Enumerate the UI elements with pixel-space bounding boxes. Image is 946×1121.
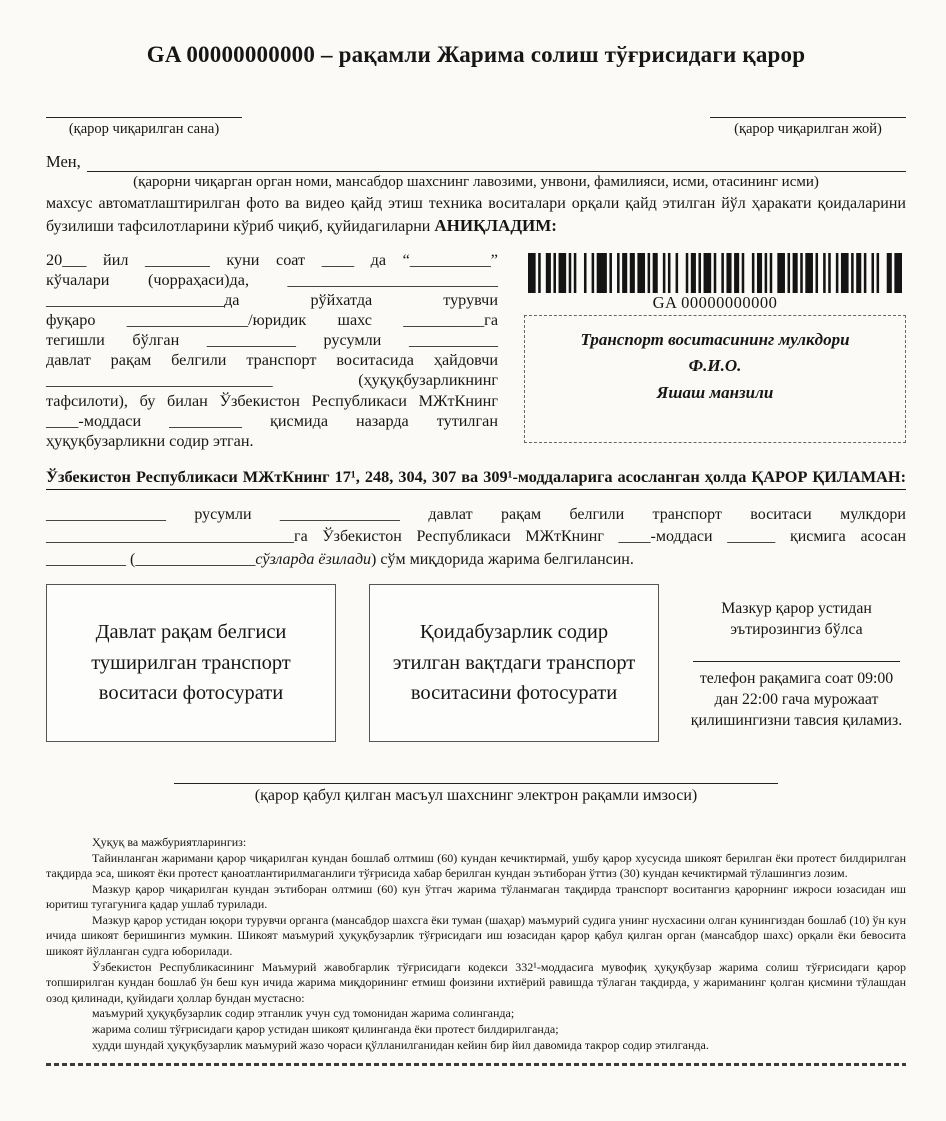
violation-line: ______________________да рўйхатда турувчи <box>46 291 498 310</box>
intro-bold: АНИҚЛАДИМ: <box>434 216 557 236</box>
decision-place-field <box>710 108 906 138</box>
violation-details <box>46 250 498 451</box>
violation-line: тегишли бўлган ___________ русумли ___________ <box>46 331 498 350</box>
phone-number-blank <box>693 650 900 662</box>
barcode-owner-column <box>524 250 906 451</box>
violation-line: кўчалари (чорраҳаси)да, __________________________ <box>46 271 498 290</box>
violation-line: ____________________________ (ҳуқуқбузарликнинг <box>46 371 498 390</box>
decision-date-blank <box>46 108 242 118</box>
violation-line: давлат рақам белгили транспорт воситасида ҳайдовчи <box>46 351 498 370</box>
violation-line: ____-моддаси _________ қисмида назарда тутилган <box>46 411 498 430</box>
owner-box-line: Яшаш манзили <box>656 382 774 402</box>
perforation-line <box>46 1063 906 1066</box>
plate-photo-label: Давлат рақам белгиси туширилган транспорт воситаси фотосурати <box>91 620 291 705</box>
signature-blank <box>174 770 778 784</box>
rights-exception: худди шундай ҳуқуқбузарлик маъмурий жазо чораси қўлланилганидан кейин бир йил давомида такрор содир этилганда. <box>92 1037 709 1052</box>
decision-date-field <box>46 108 242 138</box>
violation-photo-label: Қоидабузарлик содир этилган вақтдаги транспорт воситасини фотосурати <box>392 620 636 705</box>
barcode <box>528 253 902 293</box>
rights-paragraph: Тайинланган жаримани қарор чиқарилган кундан бошлаб олтмиш (60) кундан кечиктирмай, ушбу қарор хусусида шикоят берилган ёки протест билдирилган тақдирда эса, шикоят ёки протест қаноатлантирилмаганлиги тўғрисида хабар берилган кундан эътиборан ўттиз (30) кундан кечиктирмай тўлашингиз лозим. <box>46 850 906 881</box>
decree-line: _______________ русумли _______________ давлат рақам белгили транспорт воситаси мулкдори <box>46 505 906 523</box>
decree-heading: Ўзбекистон Республикаси МЖтКнинг 17¹, 248, 304, 307 ва 309¹-моддаларига асосланган ҳолда ҚАРОР ҚИЛАМАН: <box>46 467 906 490</box>
plate-photo-box <box>46 584 336 742</box>
issuer-caption: (қарорни чиқарган орган номи, мансабдор шахснинг лавозими, унвони, фамилияси, исми, отасининг исми) <box>133 174 819 191</box>
owner-box <box>524 315 906 443</box>
rights-exception: жарима солиш тўғрисидаги қарор устидан шикоят қилинганда ёки протест билдирилганда; <box>92 1022 559 1037</box>
violation-line: 20___ йил ________ куни соат ____ да “__________” <box>46 250 498 269</box>
photo-section <box>46 584 906 742</box>
owner-box-line: Транспорт воситасининг мулкдори <box>580 329 850 349</box>
signature-block <box>46 770 906 805</box>
barcode-number: GA 00000000000 <box>652 292 778 312</box>
appeal-note <box>687 584 906 732</box>
intro-text: махсус автоматлаштирилган фото ва видео қайд этиш техника воситалари орқали қайд этилган йўл ҳаракати қоидаларини бузилиши тафсилотларини кўриб чиқиб, қуйидагиларни <box>46 195 906 236</box>
decision-date-caption: (қарор чиқарилган сана) <box>68 121 220 137</box>
rights-section <box>46 835 906 1053</box>
meta-row <box>46 108 906 138</box>
decree-body <box>46 504 906 572</box>
violation-line: фуқаро _______________/юридик шахс __________га <box>46 311 498 330</box>
men-label: Мен, <box>46 152 81 172</box>
decision-place-caption: (қарор чиқарилган жой) <box>734 121 882 137</box>
signature-caption: (қарор қабул қилган масъул шахснинг электрон рақамли имзоси) <box>254 786 698 804</box>
violation-section <box>46 250 906 451</box>
violation-line: ҳуқуқбузарликни содир этган. <box>46 431 254 450</box>
rights-paragraph: Мазкур қарор устидан юқори турувчи органга (мансабдор шахсга ёки туман (шаҳар) маъмурий судига унинг нусхасини олган кунингиздан бошлаб (10) ўн кун ичида шикоят беришингиз мумкин. Шикоят маъмурий ҳуқуқбузарлик тўғрисидаги иш юзасидан қарор қабул қилган орган (мансабдор шахс) орқали ёки бевосита шикоят йўлланган судга юборилади. <box>46 912 906 959</box>
decree-line: _______________________________га Ўзбекистон Республикаси МЖтКнинг ____-моддаси ______ қисмига асосан <box>46 528 906 546</box>
decree-line-post: ) сўм миқдорида жарима белгилансин. <box>371 551 634 569</box>
violation-photo-box <box>369 584 659 742</box>
document-title: GA 00000000000 – рақамли Жарима солиш тўғрисидаги қарор <box>146 42 806 67</box>
rights-exception: маъмурий ҳуқуқбузарлик содир этганлик учун суд томонидан жарима солинганда; <box>92 1006 515 1021</box>
decree-line <box>46 549 906 572</box>
decree-line-italic: сўзларда ёзилади <box>255 551 372 569</box>
violation-line: тафсилоти), бу билан Ўзбекистон Республикаси МЖтКнинг <box>46 391 498 410</box>
issuer-line <box>46 152 906 172</box>
issuer-blank <box>87 156 906 173</box>
owner-box-line: Ф.И.О. <box>688 356 742 376</box>
rights-heading: Ҳуқуқ ва мажбуриятларингиз: <box>92 834 247 849</box>
decree-line-pre: __________ (_______________ <box>46 551 256 569</box>
appeal-text-bottom: телефон рақамига соат 09:00 дан 22:00 гача мурожаат қилишингизни тавсия қиламиз. <box>690 669 903 730</box>
rights-paragraph: Мазкур қарор чиқарилган кундан эътиборан олтмиш (60) кун ўтгач жарима тўланмаган тақдирда транспорт воситангиз қарорнинг ижроси юзасидан иш юритиш тугагунига қадар ушлаб турилади. <box>46 881 906 912</box>
decision-place-blank <box>710 108 906 118</box>
rights-paragraph: Ўзбекистон Республикасининг Маъмурий жавобгарлик тўғрисидаги кодекси 332¹-моддасига мувофиқ ҳуқуқбузар жарима солиш тўғрисидаги қарор топширилган кундан бошлаб ўн беш кун ичида жарима миқдорининг етмиш фоизини ихтиёрий равишда тўлаган тақдирда, у жариманинг қолган қисмини тўлашдан озод қилинади, қуйидаги ҳоллар бундан мустасно: <box>46 959 906 1005</box>
appeal-text-top: Мазкур қарор устидан эътирозингиз бўлса <box>721 599 872 639</box>
intro-paragraph <box>46 194 906 238</box>
